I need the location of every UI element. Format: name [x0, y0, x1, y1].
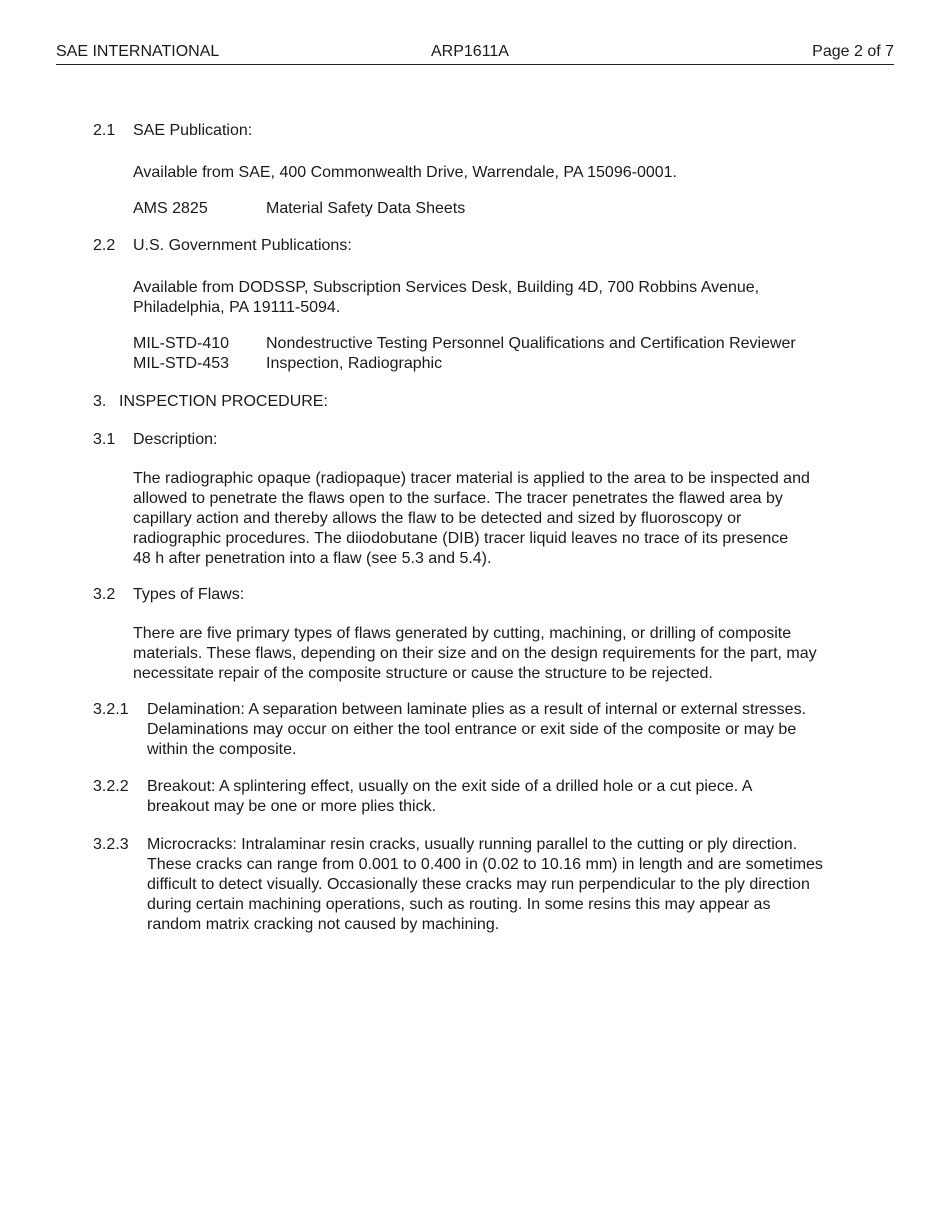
section-3-1-heading	[93, 430, 217, 450]
section-3-2-3-number	[93, 835, 147, 855]
paragraph-line: necessitate repair of the composite structure or cause the structure to be rejected.	[133, 665, 713, 682]
paragraph-line: These cracks can range from 0.001 to 0.400 in (0.02 to 10.16 mm) in length and are sometimes	[147, 856, 823, 873]
section-3-2-3-body	[147, 835, 867, 935]
reference-code: MIL-STD-453	[133, 355, 230, 372]
paragraph-line: materials. These flaws, depending on their size and on the design requirements for the part, may	[133, 645, 817, 662]
paragraph-line: Microcracks: Intralaminar resin cracks, usually running parallel to the cutting or ply direction.	[147, 836, 798, 853]
section-title: SAE Publication:	[133, 122, 253, 139]
section-number: 3.1	[93, 431, 116, 448]
section-number: 3.2.3	[93, 836, 129, 853]
paragraph-line: capillary action and thereby allows the flaw to be detected and sized by fluoroscopy or	[133, 510, 742, 527]
paragraph-line: Delaminations may occur on either the tool entrance or exit side of the composite or may be	[147, 721, 797, 738]
section-number: 2.2	[93, 237, 116, 254]
paragraph-line: radiographic procedures. The diiodobutane (DIB) tracer liquid leaves no trace of its presence	[133, 530, 789, 547]
reference-item	[133, 199, 863, 219]
section-title: U.S. Government Publications:	[133, 237, 352, 254]
reference-item	[133, 354, 863, 374]
paragraph-line: Philadelphia, PA 19111-5094.	[133, 299, 341, 316]
section-number: 3.2	[93, 586, 116, 603]
section-3-2-1-number	[93, 700, 147, 720]
paragraph-line: breakout may be one or more plies thick.	[147, 798, 437, 815]
section-number: 2.1	[93, 122, 116, 139]
section-2-2-heading	[93, 236, 352, 256]
section-number: 3.2.1	[93, 701, 129, 718]
reference-code: AMS 2825	[133, 200, 208, 217]
section-number: 3.2.2	[93, 778, 129, 795]
section-3-2-1-body	[147, 700, 867, 760]
section-2-1-reference-list	[133, 199, 863, 219]
section-3-heading	[93, 392, 328, 412]
section-2-2-availability	[133, 278, 863, 318]
section-2-1-heading	[93, 121, 252, 141]
paragraph-line: during certain machining operations, such as routing. In some resins this may appear as	[147, 896, 771, 913]
paragraph-line: 48 h after penetration into a flaw (see 5.3 and 5.4).	[133, 550, 492, 567]
paragraph-line: Breakout: A splintering effect, usually on the exit side of a drilled hole or a cut piece. A	[147, 778, 753, 795]
section-3-2-2-body	[147, 777, 867, 817]
paragraph-line: There are five primary types of flaws generated by cutting, machining, or drilling of composite	[133, 625, 792, 642]
paragraph-line: allowed to penetrate the flaws open to the surface. The tracer penetrates the flawed area by	[133, 490, 783, 507]
paragraph-line: Available from DODSSP, Subscription Services Desk, Building 4D, 700 Robbins Avenue,	[133, 279, 760, 296]
paragraph-line: difficult to detect visually. Occasionally these cracks may run perpendicular to the ply direction	[147, 876, 810, 893]
reference-title: Nondestructive Testing Personnel Qualifications and Certification Reviewer	[266, 335, 796, 352]
header-page-number: Page 2 of 7	[812, 43, 894, 60]
section-3-2-2-number	[93, 777, 147, 797]
section-2-1-availability	[133, 163, 863, 183]
section-title: Types of Flaws:	[133, 586, 245, 603]
section-3-2-body	[133, 624, 863, 684]
header-document-number: ARP1611A	[431, 43, 509, 60]
paragraph-line: Delamination: A separation between laminate plies as a result of internal or external stresses.	[147, 701, 807, 718]
header-organization: SAE INTERNATIONAL	[56, 43, 220, 60]
paragraph-line: within the composite.	[147, 741, 297, 758]
section-title: Description:	[133, 431, 218, 448]
page-header	[56, 42, 894, 65]
section-3-2-heading	[93, 585, 244, 605]
reference-code: MIL-STD-410	[133, 335, 230, 352]
section-2-2-reference-list	[133, 334, 863, 374]
section-3-1-body	[133, 469, 863, 569]
paragraph-line: Available from SAE, 400 Commonwealth Drive, Warrendale, PA 15096-0001.	[133, 164, 677, 181]
reference-title: Material Safety Data Sheets	[266, 200, 466, 217]
section-title: INSPECTION PROCEDURE:	[119, 393, 328, 410]
reference-item	[133, 334, 863, 354]
paragraph-line: The radiographic opaque (radiopaque) tracer material is applied to the area to be inspected and	[133, 470, 810, 487]
reference-title: Inspection, Radiographic	[266, 355, 443, 372]
section-number: 3.	[93, 393, 107, 410]
paragraph-line: random matrix cracking not caused by machining.	[147, 916, 500, 933]
